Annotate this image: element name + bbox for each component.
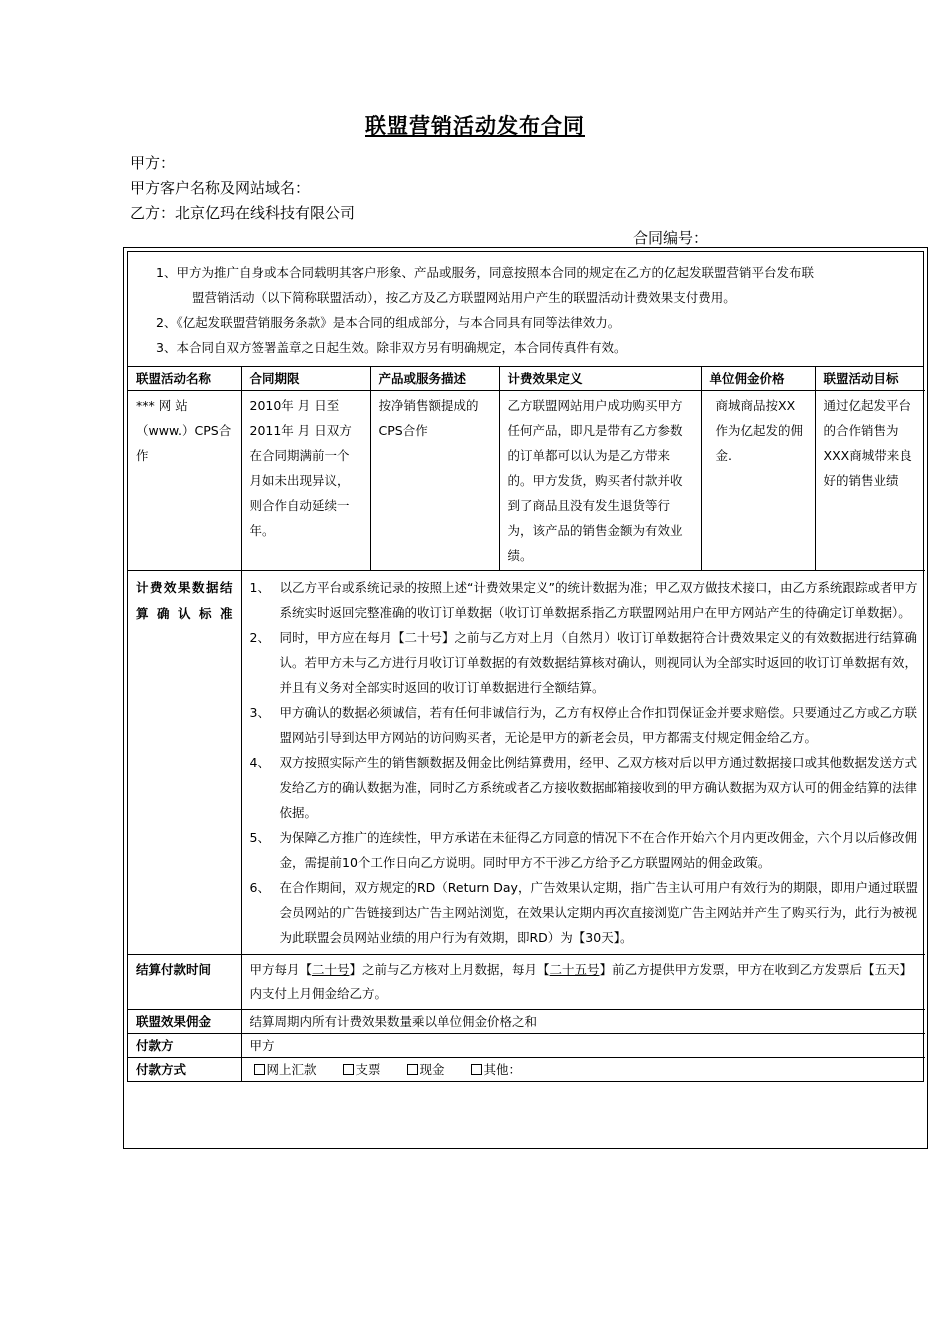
header-description: 产品或服务描述: [370, 367, 499, 391]
header-period: 合同期限: [241, 367, 370, 391]
cell-period: 2010年 月 日至2011年 月 日双方在合同期满前一个月如未出现异议，则合作自动延续一年。: [241, 391, 370, 571]
payer-row: [128, 1034, 925, 1058]
table-header-row: [128, 367, 925, 391]
payment-method-row: [128, 1058, 925, 1082]
option-other[interactable]: 其他：: [471, 1062, 522, 1077]
payment-time-label: 结算付款时间: [128, 955, 241, 1010]
commission-sum-label: 联盟效果佣金: [128, 1010, 241, 1034]
party-a-name-line: 甲方客户名称及网站域名：: [130, 179, 311, 197]
table-row: [128, 391, 925, 571]
header-definition: 计费效果定义: [499, 367, 701, 391]
intro-item-2: 2、《亿起发联盟营销服务条款》是本合同的组成部分，与本合同具有同等法律效力。: [156, 315, 621, 330]
header-activity-name: 联盟活动名称: [128, 367, 241, 391]
payer-value: 甲方: [241, 1034, 925, 1058]
settlement-rules: [250, 575, 920, 950]
contract-table: [128, 367, 925, 1081]
cell-commission: 商城商品按XX作为亿起发的佣金.: [701, 391, 815, 571]
cell-definition: 乙方联盟网站用户成功购买甲方任何产品，即凡是带有乙方参数的订单都可以认为是乙方带来的。甲方发货，购买者付款并收到了商品且没有发生退货等行为，该产品的销售金额为有效业绩。: [499, 391, 701, 571]
settlement-label: 计费效果数据结算确认标准: [128, 571, 241, 955]
cell-activity-name: *** 网 站（www.）CPS合作: [128, 391, 241, 571]
commission-sum-row: [128, 1010, 925, 1034]
option-check[interactable]: 支票: [343, 1062, 381, 1077]
cell-description: 按净销售额提成的CPS合作: [370, 391, 499, 571]
rule-item: 1、 以乙方平台或系统记录的按照上述“计费效果定义”的统计数据为准；甲乙双方做技术接口，由乙方系统跟踪或者甲方系统实时返回完整准确的收订订单数据（收订订单数据系指乙方联盟网站用户在甲方网站产生的待确定订单数据）。: [249, 580, 918, 620]
header-unit-commission: 单位佣金价格: [701, 367, 815, 391]
intro-section: [128, 252, 923, 367]
option-online-transfer[interactable]: 网上汇款: [254, 1062, 317, 1077]
checkbox-icon[interactable]: [254, 1064, 265, 1075]
document-title: 联盟营销活动发布合同: [365, 114, 585, 138]
rule-item: 3、 甲方确认的数据必须诚信，若有任何非诚信行为，乙方有权停止合作扣罚保证金并要求赔偿。只要通过乙方或乙方联盟网站引导到达甲方网站的访问购买者，无论是甲方的新老会员，甲方都需支付规定佣金给乙方。: [249, 705, 918, 745]
payer-label: 付款方: [128, 1034, 241, 1058]
payment-time-value: 甲方每月【二十号】之前与乙方核对上月数据，每月【二十五号】前乙方提供甲方发票，甲方在收到乙方发票后【五天】内支付上月佣金给乙方。: [241, 955, 925, 1010]
payment-method-options: [241, 1058, 925, 1082]
settlement-row: [128, 571, 925, 955]
payment-time-row: [128, 955, 925, 1010]
header-target: 联盟活动目标: [815, 367, 925, 391]
party-a-line: 甲方：: [130, 154, 176, 172]
intro-item-3: 3、本合同自双方签署盖章之日起生效。除非双方另有明确规定，本合同传真件有效。: [156, 340, 627, 355]
intro-item-1: 1、甲方为推广自身或本合同载明其客户形象、产品或服务，同意按照本合同的规定在乙方的亿起发联盟营销平台发布联 盟营销活动（以下简称联盟活动），按乙方及乙方联盟网站用户产生的联盟活动计费效果支付费用。: [156, 265, 814, 305]
rule-item: 2、 同时，甲方应在每月【二十号】之前与乙方对上月（自然月）收订订单数据符合计费效果定义的有效数据进行结算确认。若甲方未与乙方进行月收订订单数据的有效数据结算核对确认，则视同认为全部实时返回的收订订单数据有效，并且有义务对全部实时返回的收订订单数据进行全额结算。: [249, 630, 918, 695]
rule-item: 6、 在合作期间，双方规定的RD（Return Day，广告效果认定期，指广告主认可用户有效行为的期限，即用户通过联盟会员网站的广告链接到达广告主网站浏览，在效果认定期内再次直接浏览广告主网站并产生了购买行为，此行为被视为此联盟会员网站业绩的用户行为有效期，即RD）为【30天】。: [249, 880, 918, 945]
rule-item: 4、 双方按照实际产生的销售额数据及佣金比例结算费用，经甲、乙双方核对后以甲方通过数据接口或其他数据发送方式发给乙方的确认数据为准，同时乙方系统或者乙方接收数据邮箱接收到的甲方确认数据为双方认可的佣金结算的法律依据。: [249, 755, 918, 820]
contract-number-label: 合同编号：: [633, 229, 709, 247]
contract-body: [127, 251, 924, 1082]
rule-item: 5、 为保障乙方推广的连续性，甲方承诺在未征得乙方同意的情况下不在合作开始六个月内更改佣金，六个月以后修改佣金，需提前10个工作日向乙方说明。同时甲方不干涉乙方给予乙方联盟网站的佣金政策。: [249, 830, 918, 870]
payment-method-label: 付款方式: [128, 1058, 241, 1082]
commission-sum-value: 结算周期内所有计费效果数量乘以单位佣金价格之和: [241, 1010, 925, 1034]
party-b-line: 乙方：北京亿玛在线科技有限公司: [130, 204, 356, 222]
settlement-rules-cell: [241, 571, 925, 955]
checkbox-icon[interactable]: [407, 1064, 418, 1075]
checkbox-icon[interactable]: [471, 1064, 482, 1075]
checkbox-icon[interactable]: [343, 1064, 354, 1075]
cell-target: 通过亿起发平台的合作销售为XXX商城带来良好的销售业绩: [815, 391, 925, 571]
option-cash[interactable]: 现金: [407, 1062, 445, 1077]
